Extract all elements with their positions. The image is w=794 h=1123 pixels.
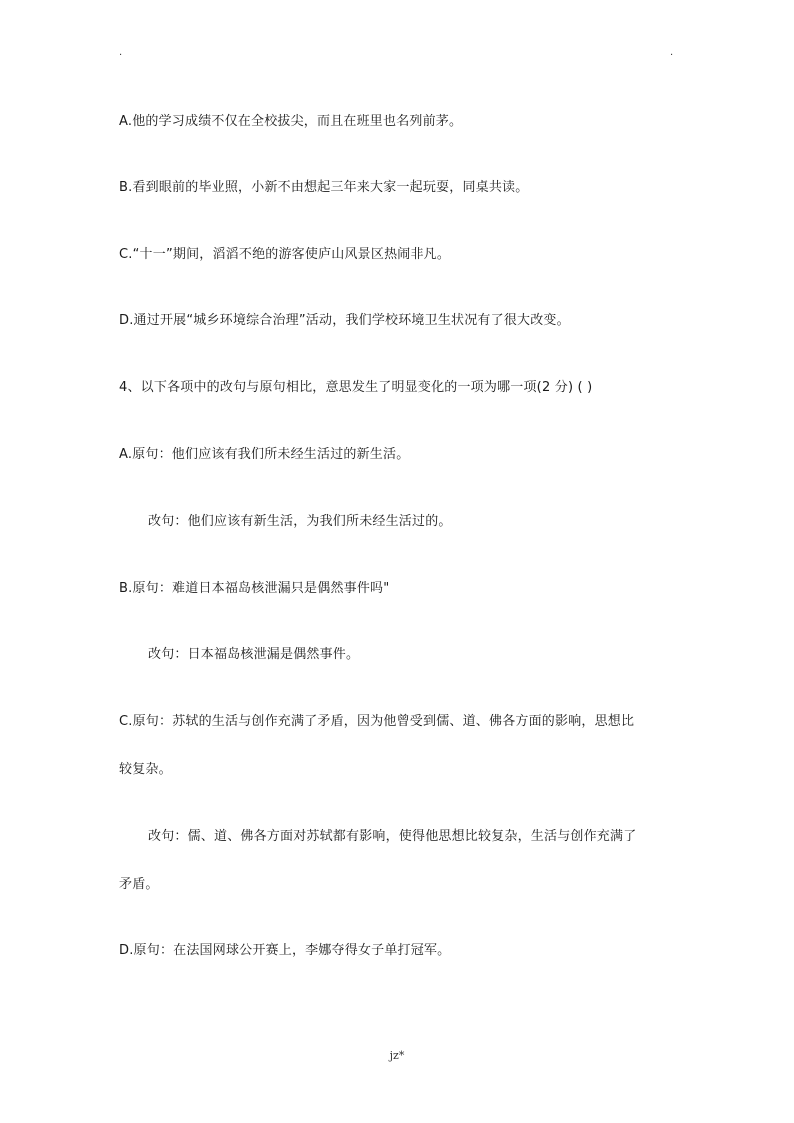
option-b-sentence: B.看到眼前的毕业照，小新不由想起三年来大家一起玩耍，同桌共读。 [119, 180, 529, 195]
question-4-stem: 4、以下各项中的改句与原句相比，意思发生了明显变化的一项为哪一项(2 分) ( ) [119, 380, 593, 395]
q4-option-c-revised-line1: 改句：儒、道、佛各方面对苏轼都有影响，使得他思想比较复杂，生活与创作充满了 [148, 829, 637, 844]
q4-option-b-revised: 改句：日本福岛核泄漏是偶然事件。 [148, 647, 360, 662]
page-footer-mark: jz* [389, 1049, 405, 1062]
q4-option-b-original: B.原句：难道日本福岛核泄漏只是偶然事件吗" [119, 581, 390, 596]
header-left-mark: . [119, 47, 123, 58]
q4-option-a-original: A.原句：他们应该有我们所未经生活过的新生活。 [119, 447, 410, 462]
q4-option-c-original-line2: 较复杂。 [119, 762, 172, 777]
q4-option-a-revised: 改句：他们应该有新生活，为我们所未经生活过的。 [148, 514, 452, 529]
header-right-mark: . [670, 47, 674, 58]
q4-option-c-original-line1: C.原句：苏轼的生活与创作充满了矛盾，因为他曾受到儒、道、佛各方面的影响，思想比 [119, 714, 635, 729]
option-d-sentence: D.通过开展“城乡环境综合治理”活动，我们学校环境卫生状况有了很大改变。 [119, 313, 570, 328]
option-a-sentence: A.他的学习成绩不仅在全校拔尖，而且在班里也名列前茅。 [119, 114, 463, 129]
option-c-sentence: C.“十一”期间，滔滔不绝的游客使庐山风景区热闹非凡。 [119, 247, 451, 262]
q4-option-c-revised-line2: 矛盾。 [119, 877, 159, 892]
q4-option-d-original: D.原句：在法国网球公开赛上，李娜夺得女子单打冠军。 [119, 943, 451, 958]
